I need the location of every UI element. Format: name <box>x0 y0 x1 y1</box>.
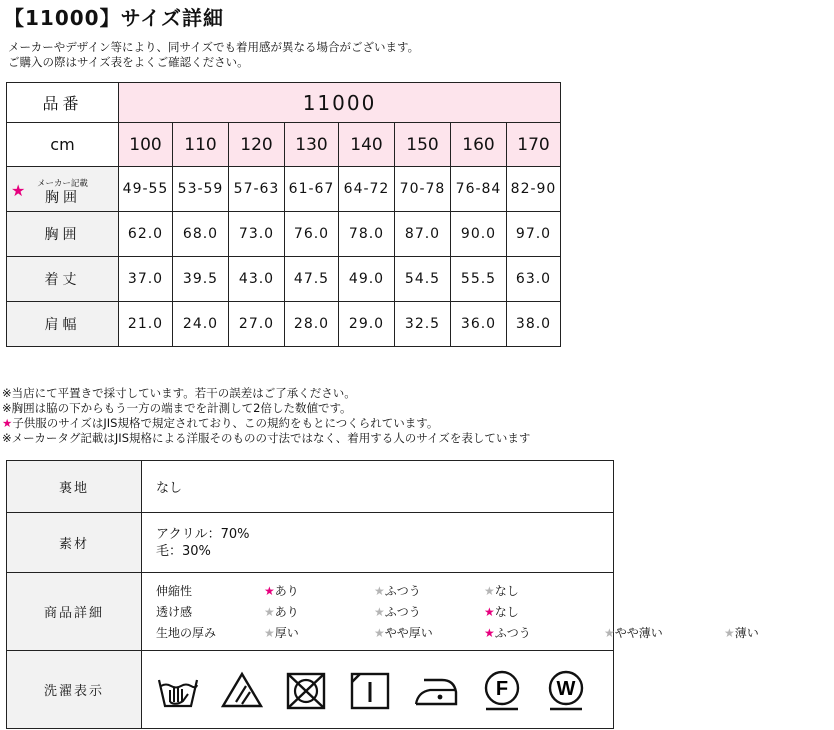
size-header: 170 <box>507 123 561 167</box>
table-cell: 57-63 <box>229 167 285 212</box>
lining-row <box>7 461 614 513</box>
feature-grid <box>156 576 759 647</box>
table-cell: 82-90 <box>507 167 561 212</box>
table-cell: 54.5 <box>395 257 451 302</box>
intro-line: メーカーやデザイン等により、同サイズでも着用感が異なる場合がございます。 <box>8 40 420 54</box>
row-label: 着丈 <box>7 257 119 302</box>
feature-option <box>484 603 604 620</box>
feature-option-label: あり <box>274 605 299 619</box>
washing-row <box>7 651 614 729</box>
feature-option-label: ふつう <box>384 584 421 598</box>
feature-option <box>724 624 834 641</box>
intro-line: ご購入の際はサイズ表をよくご確認ください。 <box>8 55 249 69</box>
product-code: 11000 <box>119 83 561 123</box>
table-row <box>7 212 561 257</box>
size-header: 150 <box>395 123 451 167</box>
star-filled-icon: ★ <box>484 605 495 619</box>
feature-name: 透け感 <box>156 605 193 619</box>
product-detail-row <box>7 573 614 651</box>
star-empty-icon: ★ <box>604 626 615 640</box>
size-header: 130 <box>285 123 339 167</box>
care-letter-w: W <box>556 677 576 700</box>
table-cell: 47.5 <box>285 257 339 302</box>
table-cell: 55.5 <box>451 257 507 302</box>
feature-option <box>484 624 604 641</box>
size-header: 160 <box>451 123 507 167</box>
dry-clean-f-icon <box>480 668 524 712</box>
feature-option-label: ふつう <box>384 605 421 619</box>
feature-option-label: 厚い <box>274 626 299 640</box>
table-cell: 38.0 <box>507 302 561 347</box>
material-line: 毛：30% <box>156 543 211 559</box>
product-label: 品番 <box>7 83 119 123</box>
feature-empty-cell <box>724 582 834 599</box>
star-filled-icon: ★ <box>264 584 275 598</box>
size-header: 110 <box>173 123 229 167</box>
row-label: 胸囲 <box>7 212 119 257</box>
feature-option-label: ふつう <box>494 626 531 640</box>
table-row <box>7 302 561 347</box>
table-cell: 68.0 <box>173 212 229 257</box>
wet-clean-w-icon <box>544 668 588 712</box>
star-empty-icon: ★ <box>724 626 735 640</box>
table-cell: 62.0 <box>119 212 173 257</box>
table-cell: 28.0 <box>285 302 339 347</box>
material-label: 素材 <box>7 513 142 573</box>
note-line <box>2 416 530 431</box>
maker-chest-row <box>7 167 561 212</box>
feature-option <box>264 624 374 641</box>
material-line: アクリル：70% <box>156 526 250 542</box>
maker-chest-label <box>7 167 119 212</box>
table-cell: 76.0 <box>285 212 339 257</box>
feature-empty-cell <box>604 582 724 599</box>
no-tumble-dry-icon <box>284 668 328 712</box>
notes <box>2 386 530 446</box>
table-cell: 24.0 <box>173 302 229 347</box>
table-cell: 70-78 <box>395 167 451 212</box>
table-cell: 36.0 <box>451 302 507 347</box>
star-empty-icon: ★ <box>374 626 385 640</box>
feature-option <box>604 624 724 641</box>
product-row <box>7 83 561 123</box>
feature-name: 伸縮性 <box>156 584 193 598</box>
iron-low-icon <box>412 668 460 712</box>
table-cell: 90.0 <box>451 212 507 257</box>
table-cell: 37.0 <box>119 257 173 302</box>
note-line: ※胸囲は脇の下からもう一方の端までを計測して2倍した数値です。 <box>2 401 352 415</box>
product-detail-value <box>142 573 759 651</box>
maker-label-big: 胸囲 <box>45 190 81 206</box>
feature-empty-cell <box>724 603 834 620</box>
table-cell: 63.0 <box>507 257 561 302</box>
table-cell: 49-55 <box>119 167 173 212</box>
table-cell: 97.0 <box>507 212 561 257</box>
care-letter-f: F <box>495 677 509 700</box>
note-line: ※当店にて平置きで採寸しています。若干の誤差はご了承ください。 <box>2 386 356 400</box>
table-cell: 29.0 <box>339 302 395 347</box>
feature-option-label: やや厚い <box>384 626 433 640</box>
feature-empty-cell <box>604 603 724 620</box>
table-cell: 73.0 <box>229 212 285 257</box>
feature-option <box>264 582 374 599</box>
lining-value: なし <box>142 461 614 513</box>
bleach-triangle-icon <box>220 668 264 712</box>
size-table <box>6 82 561 347</box>
table-row <box>7 257 561 302</box>
star-empty-icon: ★ <box>264 626 275 640</box>
table-cell: 87.0 <box>395 212 451 257</box>
detail-table <box>6 460 759 729</box>
table-cell: 32.5 <box>395 302 451 347</box>
star-empty-icon: ★ <box>374 605 385 619</box>
table-cell: 64-72 <box>339 167 395 212</box>
table-cell: 43.0 <box>229 257 285 302</box>
feature-option-label: やや薄い <box>614 626 663 640</box>
note-line: ※メーカータグ記載はJIS規格による洋服そのものの寸法ではなく、着用する人のサイズを表しています <box>2 431 531 445</box>
table-cell: 27.0 <box>229 302 285 347</box>
feature-option <box>374 582 484 599</box>
size-header: 140 <box>339 123 395 167</box>
size-header: 100 <box>119 123 173 167</box>
feature-option <box>264 603 374 620</box>
material-row <box>7 513 614 573</box>
table-cell: 53-59 <box>173 167 229 212</box>
feature-option-label: なし <box>494 584 519 598</box>
maker-label-small: メーカー記載 <box>37 179 88 189</box>
table-cell: 61-67 <box>285 167 339 212</box>
size-header: 120 <box>229 123 285 167</box>
page-title: 【11000】サイズ詳細 <box>4 6 224 30</box>
star-icon: ★ <box>2 416 13 430</box>
feature-option-label: あり <box>274 584 299 598</box>
care-icons <box>142 651 614 729</box>
hand-wash-icon <box>156 668 200 712</box>
star-empty-icon: ★ <box>374 584 385 598</box>
table-cell: 78.0 <box>339 212 395 257</box>
table-cell: 49.0 <box>339 257 395 302</box>
star-empty-icon: ★ <box>264 605 275 619</box>
lining-label: 裏地 <box>7 461 142 513</box>
material-value <box>142 513 614 573</box>
star-filled-icon: ★ <box>484 626 495 640</box>
table-cell: 39.5 <box>173 257 229 302</box>
table-cell: 76-84 <box>451 167 507 212</box>
star-icon: ★ <box>11 181 30 200</box>
product-detail-label: 商品詳細 <box>7 573 142 651</box>
feature-name: 生地の厚み <box>156 626 217 640</box>
washing-label: 洗濯表示 <box>7 651 142 729</box>
star-empty-icon: ★ <box>484 584 495 598</box>
intro-text <box>8 40 419 70</box>
feature-option <box>374 603 484 620</box>
row-label: 肩幅 <box>7 302 119 347</box>
feature-option-label: 薄い <box>734 626 759 640</box>
feature-option <box>374 624 484 641</box>
feature-option-label: なし <box>494 605 519 619</box>
feature-option <box>484 582 604 599</box>
line-dry-icon <box>348 668 392 712</box>
note-text: 子供服のサイズはJIS規格で規定されており、この規約をもとにつくられています。 <box>12 416 439 430</box>
cm-label: cm <box>7 123 119 167</box>
table-cell: 21.0 <box>119 302 173 347</box>
size-header-row <box>7 123 561 167</box>
